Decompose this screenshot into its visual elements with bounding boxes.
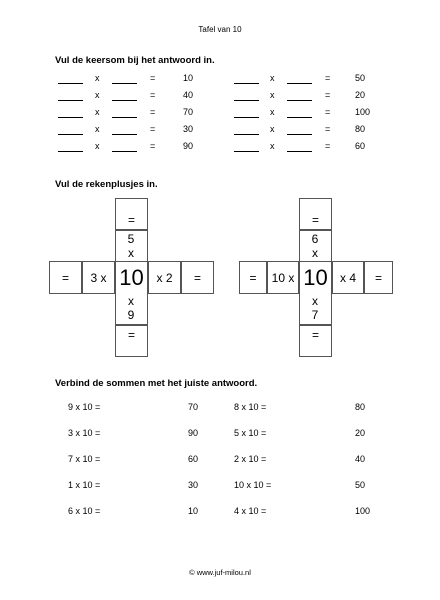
product-value: 40 (183, 90, 194, 100)
equals-sign: = (150, 124, 156, 134)
puzzle2-right-factor: x 4 (332, 261, 364, 294)
puzzle1-center: 10 (115, 261, 148, 294)
puzzle1-bottom-number: 9 (127, 308, 135, 322)
product-value: 10 (183, 73, 194, 83)
product-value: 70 (183, 107, 194, 117)
match-answer[interactable]: 80 (355, 402, 366, 412)
match-sum[interactable]: 5 x 10 = (234, 428, 267, 438)
puzzle2-center: 10 (299, 261, 332, 294)
puzzle2-top-op: x (312, 246, 318, 260)
product-value: 20 (355, 90, 366, 100)
answer-blank[interactable] (287, 83, 312, 84)
puzzle2-top-number: 6 (311, 232, 319, 246)
match-answer[interactable]: 70 (188, 402, 199, 412)
answer-blank[interactable] (112, 83, 137, 84)
match-sum[interactable]: 7 x 10 = (68, 454, 101, 464)
puzzle1-top-number: 5 (127, 232, 135, 246)
match-answer[interactable]: 30 (188, 480, 199, 490)
equals-sign: = (150, 73, 156, 83)
puzzle1-right-equals: = (181, 261, 214, 294)
product-value: 80 (355, 124, 366, 134)
product-value: 90 (183, 141, 194, 151)
times-sign: x (270, 90, 275, 100)
times-sign: x (270, 73, 275, 83)
times-sign: x (270, 141, 275, 151)
match-answer[interactable]: 10 (188, 506, 199, 516)
answer-blank[interactable] (287, 100, 312, 101)
match-sum[interactable]: 10 x 10 = (234, 480, 272, 490)
match-answer[interactable]: 90 (188, 428, 199, 438)
match-answer[interactable]: 20 (355, 428, 366, 438)
match-sum[interactable]: 6 x 10 = (68, 506, 101, 516)
answer-blank[interactable] (234, 151, 259, 152)
puzzle1-top-op: x (128, 246, 134, 260)
puzzle2-bottom-op: x (312, 294, 318, 308)
puzzle2-top-equals: = (299, 198, 332, 230)
answer-blank[interactable] (58, 151, 83, 152)
section3-heading: Verbind de sommen met het juiste antwoord. (55, 378, 258, 389)
answer-blank[interactable] (112, 100, 137, 101)
answer-blank[interactable] (287, 134, 312, 135)
times-sign: x (95, 124, 100, 134)
page-title: Tafel van 10 (198, 25, 242, 34)
product-value: 30 (183, 124, 194, 134)
answer-blank[interactable] (234, 83, 259, 84)
answer-blank[interactable] (234, 117, 259, 118)
equals-sign: = (150, 107, 156, 117)
product-value: 100 (355, 107, 371, 117)
equals-sign: = (325, 73, 331, 83)
equals-sign: = (325, 141, 331, 151)
puzzle2-bottom-number: 7 (311, 308, 319, 322)
answer-blank[interactable] (287, 151, 312, 152)
times-sign: x (270, 124, 275, 134)
answer-blank[interactable] (112, 151, 137, 152)
answer-blank[interactable] (287, 117, 312, 118)
answer-blank[interactable] (58, 83, 83, 84)
match-sum[interactable]: 3 x 10 = (68, 428, 101, 438)
times-sign: x (95, 107, 100, 117)
equals-sign: = (150, 141, 156, 151)
answer-blank[interactable] (112, 134, 137, 135)
answer-blank[interactable] (58, 100, 83, 101)
product-value: 50 (355, 73, 366, 83)
times-sign: x (95, 90, 100, 100)
puzzle1-left-equals: = (49, 261, 82, 294)
answer-blank[interactable] (234, 100, 259, 101)
match-sum[interactable]: 2 x 10 = (234, 454, 267, 464)
match-answer[interactable]: 40 (355, 454, 366, 464)
answer-blank[interactable] (58, 117, 83, 118)
puzzle2-right-equals: = (364, 261, 393, 294)
answer-blank[interactable] (112, 117, 137, 118)
puzzle1-left-factor: 3 x (82, 261, 115, 294)
puzzle1-bottom-equals: = (115, 325, 148, 357)
product-value: 60 (355, 141, 366, 151)
equals-sign: = (150, 90, 156, 100)
puzzle1-bottom-op: x (128, 294, 134, 308)
match-answer[interactable]: 100 (355, 506, 371, 516)
puzzle1-right-factor: x 2 (148, 261, 181, 294)
equals-sign: = (325, 124, 331, 134)
puzzle1-top-equals: = (115, 198, 148, 230)
puzzle2-left-factor: 10 x (267, 261, 299, 294)
match-answer[interactable]: 50 (355, 480, 366, 490)
match-sum[interactable]: 4 x 10 = (234, 506, 267, 516)
puzzle2-left-equals: = (239, 261, 267, 294)
times-sign: x (95, 73, 100, 83)
answer-blank[interactable] (58, 134, 83, 135)
footer-copyright: © www.juf-milou.nl (189, 568, 251, 577)
equals-sign: = (325, 90, 331, 100)
times-sign: x (95, 141, 100, 151)
puzzle2-bottom-equals: = (299, 325, 332, 357)
answer-blank[interactable] (234, 134, 259, 135)
match-sum[interactable]: 1 x 10 = (68, 480, 101, 490)
section2-heading: Vul de rekenplusjes in. (55, 179, 158, 190)
match-answer[interactable]: 60 (188, 454, 199, 464)
equals-sign: = (325, 107, 331, 117)
match-sum[interactable]: 8 x 10 = (234, 402, 267, 412)
section1-heading: Vul de keersom bij het antwoord in. (55, 55, 215, 66)
times-sign: x (270, 107, 275, 117)
match-sum[interactable]: 9 x 10 = (68, 402, 101, 412)
